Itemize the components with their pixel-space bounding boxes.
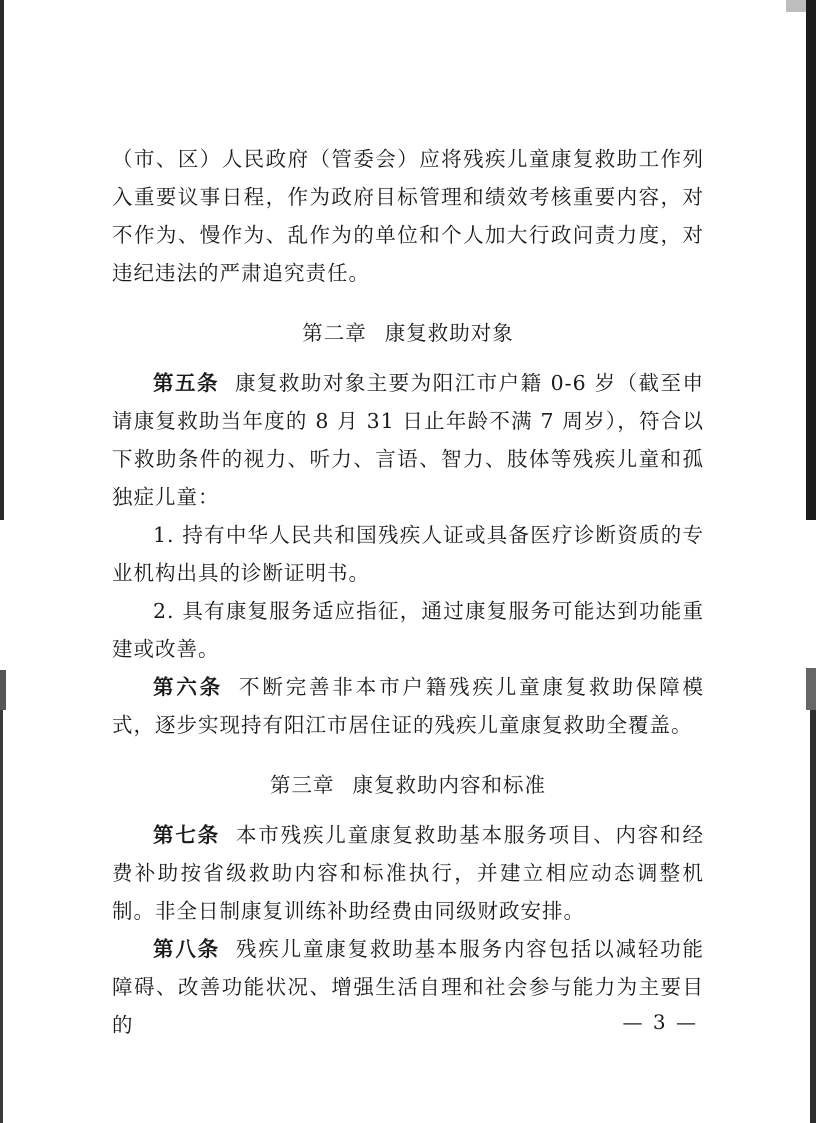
article-5	[112, 364, 704, 516]
scan-corner-mark	[786, 0, 806, 12]
article-5-text: 康复救助对象主要为阳江市户籍 0-6 岁（截至申请康复救助当年度的 8 月 31 日止年龄不满 7 周岁），符合以下救助条件的视力、听力、言语、智力、肢体等残疾儿童和孤独症儿童：	[112, 371, 705, 509]
scan-edge-right-top	[806, 0, 816, 520]
chapter-2-heading	[112, 316, 704, 346]
scan-edge-right-mid	[806, 668, 816, 710]
article-6	[112, 668, 704, 744]
scan-edge-right-bottom	[810, 710, 816, 1123]
chapter-2-number: 第二章	[302, 321, 367, 345]
scan-edge-left-top	[0, 0, 4, 520]
article-6-text: 不断完善非本市户籍残疾儿童康复救助保障模式，逐步实现持有阳江市居住证的残疾儿童康复救助全覆盖。	[112, 675, 705, 737]
article-5-label: 第五条	[153, 371, 219, 395]
page-number: — 3 —	[622, 1010, 698, 1034]
article-7	[112, 816, 704, 930]
article-8-label: 第八条	[153, 937, 220, 961]
article-6-label: 第六条	[153, 675, 224, 699]
article-7-text: 本市残疾儿童康复救助基本服务项目、内容和经费补助按省级救助内容和标准执行，并建立相应动态调整机制。非全日制康复训练补助经费由同级财政安排。	[112, 823, 705, 923]
chapter-3-title: 康复救助内容和标准	[352, 773, 546, 797]
chapter-3-heading	[112, 768, 704, 798]
article-8-text: 残疾儿童康复救助基本服务内容包括以减轻功能障碍、改善功能状况、增强生活自理和社会参与能力为主要目的	[112, 937, 705, 1037]
scan-edge-left-mid	[0, 670, 6, 710]
article-7-label: 第七条	[153, 823, 220, 847]
intro-paragraph: （市、区）人民政府（管委会）应将残疾儿童康复救助工作列入重要议事日程，作为政府目标管理和绩效考核重要内容，对不作为、慢作为、乱作为的单位和个人加大行政问责力度，对违纪违法的严肃追究责任。	[112, 147, 704, 285]
article-8	[112, 930, 704, 1044]
scan-edge-left-bottom	[0, 710, 3, 1123]
document-body	[112, 140, 704, 1044]
chapter-3-number: 第三章	[270, 773, 335, 797]
article-5-item-1: 1. 持有中华人民共和国残疾人证或具备医疗诊断资质的专业机构出具的诊断证明书。	[112, 523, 704, 585]
chapter-2-title: 康复救助对象	[384, 321, 514, 345]
article-5-item-2: 2. 具有康复服务适应指征，通过康复服务可能达到功能重建或改善。	[112, 599, 704, 661]
